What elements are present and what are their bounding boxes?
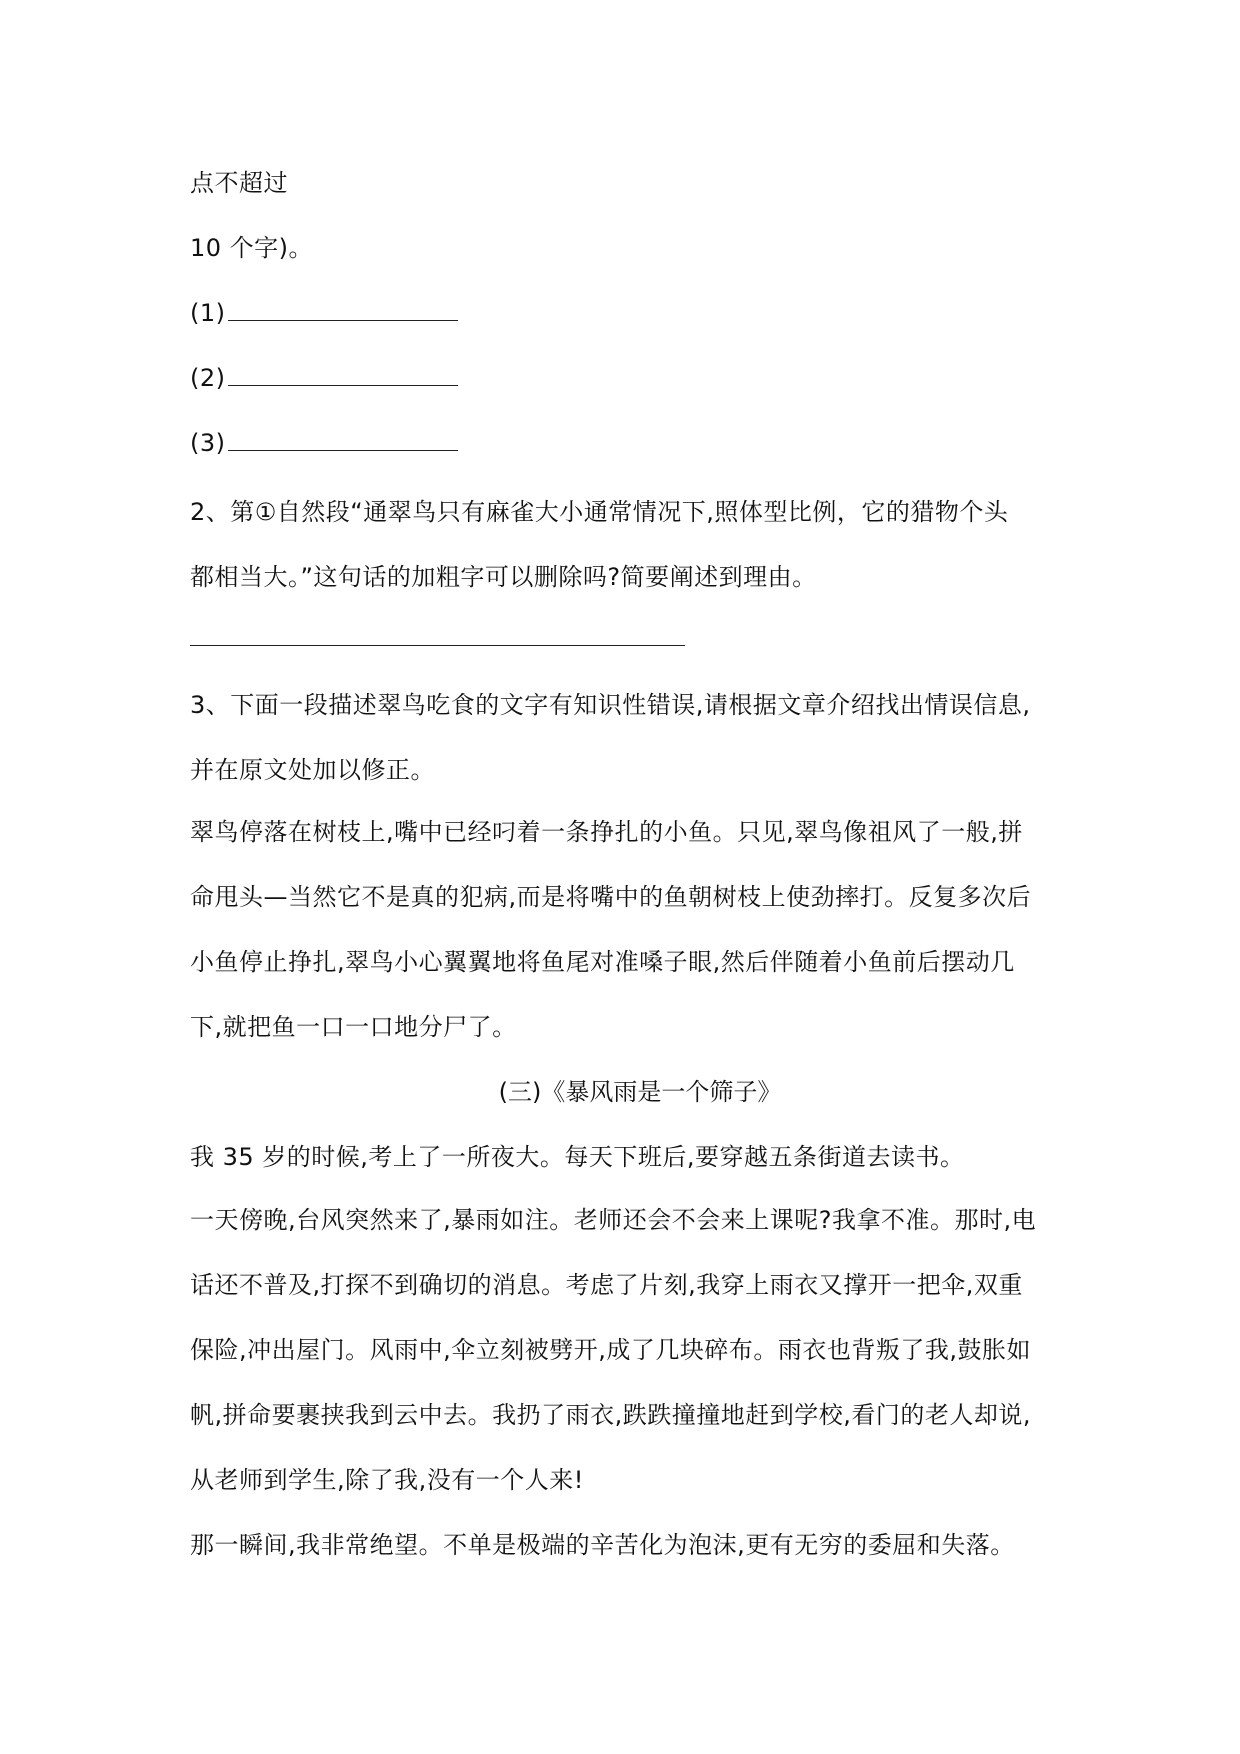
passage-line: 下,就把鱼一口一口地分尸了。	[190, 1013, 517, 1041]
story-paragraph-line: 话还不普及,打探不到确切的消息。考虑了片刻,我穿上雨衣又撑开一把伞,双重	[190, 1271, 1023, 1299]
answer-blank-label: (3)	[190, 429, 226, 457]
q1-instruction-tail-1: 点不超过	[190, 169, 288, 197]
question-2-line-2: 都相当大。”这句话的加粗字可以删除吗?简要阐述到理由。	[190, 563, 817, 591]
story-paragraph-line: 保险,冲出屋门。风雨中,伞立刻被劈开,成了几块碎布。雨衣也背叛了我,鼓胀如	[190, 1336, 1032, 1364]
question-2-line-1: 2、第①自然段“通翠鸟只有麻雀大小通常情况下,照体型比例，它的猎物个头	[190, 498, 1009, 526]
story-paragraph-line: 从老师到学生,除了我,没有一个人来!	[190, 1466, 584, 1494]
answer-line-q2[interactable]	[190, 645, 685, 646]
question-3-line-1: 3、下面一段描述翠鸟吃食的文字有知识性错误,请根据文章介绍找出情误信息,	[190, 691, 1031, 719]
story-paragraph-line: 帆,拼命要裹挟我到云中去。我扔了雨衣,跌跌撞撞地赶到学校,看门的老人却说,	[190, 1401, 1032, 1429]
answer-blank-label: (2)	[190, 364, 226, 392]
answer-blank-line[interactable]	[228, 363, 458, 386]
story-paragraph-line: 那一瞬间,我非常绝望。不单是极端的辛苦化为泡沫,更有无穷的委屈和失落。	[190, 1531, 1015, 1559]
answer-blank-label: (1)	[190, 299, 226, 327]
passage-line: 翠鸟停落在树枝上,嘴中已经叼着一条挣扎的小鱼。只见,翠鸟像祖风了一般,拼	[190, 818, 1023, 846]
story-paragraph-line: 我 35 岁的时候,考上了一所夜大。每天下班后,要穿越五条街道去读书。	[190, 1143, 965, 1171]
passage-line: 命甩头—当然它不是真的犯病,而是将嘴中的鱼朝树枝上使劲摔打。反复多次后	[190, 883, 1032, 911]
section-title: (三)《暴风雨是一个筛子》	[498, 1078, 782, 1106]
answer-blank-2[interactable]	[190, 361, 458, 395]
passage-line: 小鱼停止挣扎,翠鸟小心翼翼地将鱼尾对准嗓子眼,然后伴随着小鱼前后摆动几	[190, 948, 1015, 976]
q1-instruction-tail-2: 10 个字)。	[190, 234, 314, 262]
answer-blank-3[interactable]	[190, 426, 458, 460]
story-paragraph-line: 一天傍晚,台风突然来了,暴雨如注。老师还会不会来上课呢?我拿不准。那时,电	[190, 1206, 1037, 1234]
answer-blank-line[interactable]	[228, 428, 458, 451]
answer-blank-1[interactable]	[190, 296, 458, 330]
answer-blank-line[interactable]	[228, 298, 458, 321]
question-3-line-2: 并在原文处加以修正。	[190, 756, 435, 784]
